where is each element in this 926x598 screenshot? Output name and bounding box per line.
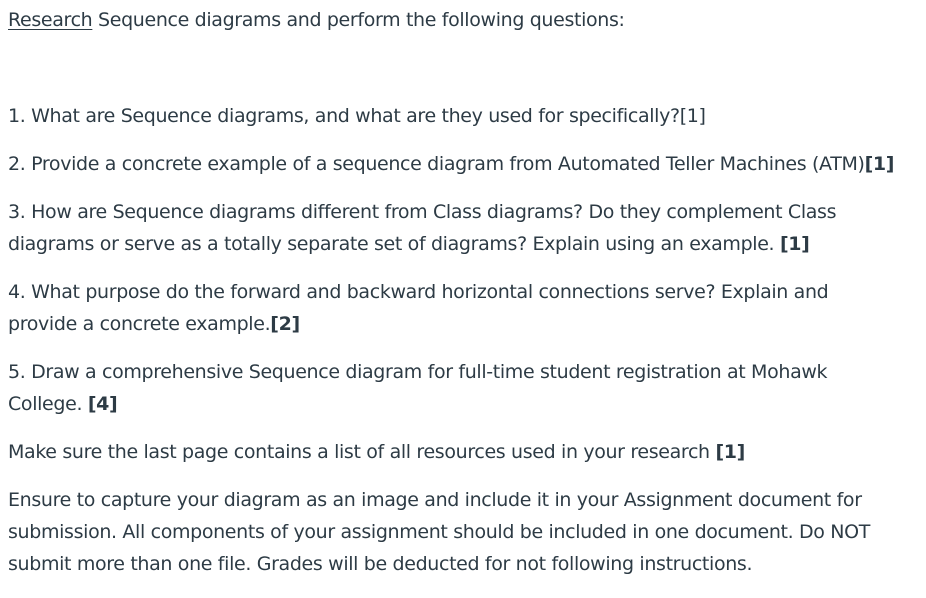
question-5-line-2: College.	[8, 393, 88, 415]
resources-note-mark: [1]	[715, 441, 745, 463]
question-4-line-2-wrap	[8, 308, 828, 340]
question-4	[8, 276, 828, 340]
question-1-text: 1. What are Sequence diagrams, and what are they used for specifically?[1]	[8, 105, 706, 127]
resources-note	[8, 436, 745, 468]
question-2-mark: [1]	[864, 153, 895, 175]
resources-note-text: Make sure the last page contains a list of all resources used in your research	[8, 441, 716, 463]
question-3-line-2-wrap	[8, 228, 836, 260]
question-4-line-2: provide a concrete example.	[8, 313, 271, 335]
research-link[interactable]: Research	[8, 9, 93, 31]
question-3	[8, 196, 836, 260]
submission-note-line-1: Ensure to capture your diagram as an image and include it in your Assignment document for	[8, 489, 862, 511]
intro-paragraph	[8, 4, 625, 36]
submission-note-line-2: submission. All components of your assignment should be included in one document. Do NOT	[8, 521, 870, 543]
question-3-line-1: 3. How are Sequence diagrams different from Class diagrams? Do they complement Class	[8, 201, 837, 223]
submission-note-line-3: submit more than one file. Grades will be deducted for not following instructions.	[8, 553, 753, 575]
question-1	[8, 100, 706, 132]
intro-text: Sequence diagrams and perform the following questions:	[92, 9, 625, 31]
question-3-mark: [1]	[779, 233, 810, 255]
question-5-mark: [4]	[87, 393, 118, 415]
question-5-line-1: 5. Draw a comprehensive Sequence diagram for full-time student registration at Mohawk	[8, 361, 828, 383]
question-3-line-2: diagrams or serve as a totally separate set of diagrams? Explain using an example.	[8, 233, 780, 255]
question-4-line-1: 4. What purpose do the forward and backward horizontal connections serve? Explain and	[8, 281, 829, 303]
question-5	[8, 356, 827, 420]
question-2-text: 2. Provide a concrete example of a sequence diagram from Automated Teller Machines (ATM)	[8, 153, 865, 175]
submission-note	[8, 484, 870, 580]
question-5-line-2-wrap	[8, 388, 827, 420]
question-4-mark: [2]	[270, 313, 300, 335]
question-2	[8, 148, 894, 180]
